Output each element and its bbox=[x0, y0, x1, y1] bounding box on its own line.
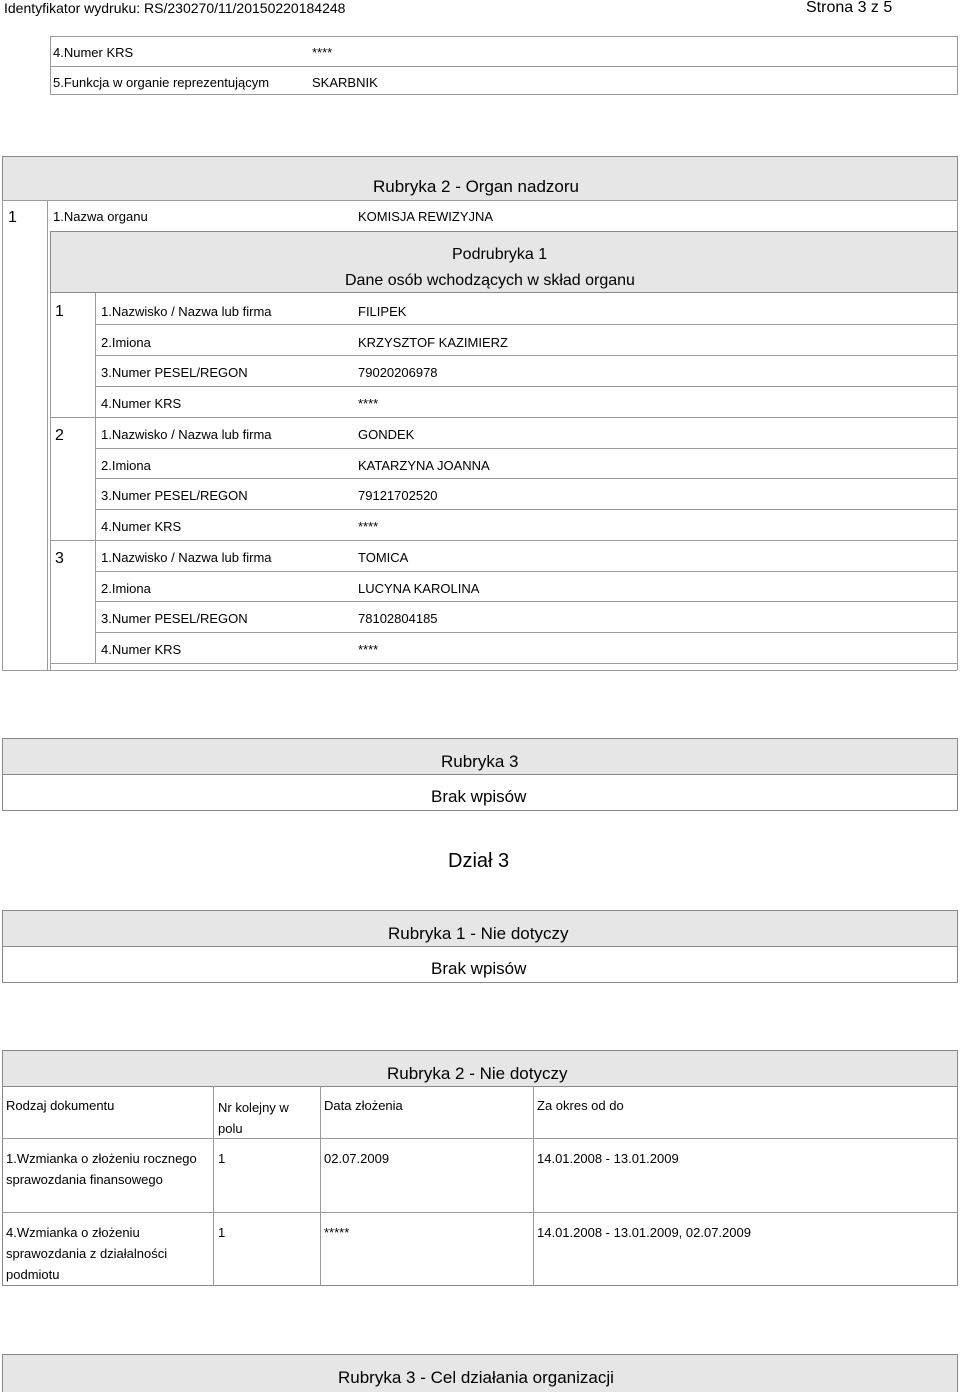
row-1-doc: 1.Wzmianka o złożeniu rocznego sprawozdania finansowego bbox=[6, 1151, 197, 1187]
person-2-index: 2 bbox=[55, 427, 64, 444]
dzial3-title: Dział 3 bbox=[448, 850, 510, 872]
row-2-nr: 1 bbox=[218, 1225, 226, 1240]
person-3-index: 3 bbox=[55, 550, 64, 567]
person-3-surname-label: 1.Nazwisko / Nazwa lub firma bbox=[101, 550, 272, 565]
person-2-surname-label: 1.Nazwisko / Nazwa lub firma bbox=[101, 427, 272, 442]
person-2-surname-value: GONDEK bbox=[358, 427, 415, 442]
row-1-period: 14.01.2008 - 13.01.2009 bbox=[537, 1151, 679, 1166]
organ-nadzoru-header bbox=[2, 156, 958, 200]
person-1-pesel-label: 3.Numer PESEL/REGON bbox=[101, 365, 248, 380]
person-1-krs-value: **** bbox=[358, 396, 379, 411]
top-row-function-value: SKARBNIK bbox=[312, 75, 378, 90]
person-3-pesel-label: 3.Numer PESEL/REGON bbox=[101, 611, 248, 626]
person-1-surname-value: FILIPEK bbox=[358, 304, 407, 319]
person-2-krs-value: **** bbox=[358, 519, 379, 534]
person-3-surname-value: TOMICA bbox=[358, 550, 409, 565]
d3-rubryka2-header bbox=[2, 1050, 958, 1087]
col-header-nr: Nr kolejny w polu bbox=[218, 1100, 289, 1136]
rubryka3-title: Rubryka 3 bbox=[441, 752, 519, 771]
person-2-pesel-label: 3.Numer PESEL/REGON bbox=[101, 488, 248, 503]
podrubryka-header bbox=[50, 231, 958, 293]
d3-rubryka3-title: Rubryka 3 - Cel działania organizacji bbox=[338, 1368, 614, 1387]
rubryka3-text: Brak wpisów bbox=[431, 787, 527, 806]
col-header-doc: Rodzaj dokumentu bbox=[6, 1098, 115, 1113]
d3-rubryka1-body bbox=[2, 946, 958, 983]
d3-rubryka2-title: Rubryka 2 - Nie dotyczy bbox=[387, 1064, 568, 1083]
top-row-krs-value: **** bbox=[312, 45, 333, 60]
rubryka3-header bbox=[2, 738, 958, 775]
person-3-names-value: LUCYNA KAROLINA bbox=[358, 581, 480, 596]
organ-index: 1 bbox=[8, 209, 17, 226]
person-1-krs-label: 4.Numer KRS bbox=[101, 396, 182, 411]
top-row-krs-label: 4.Numer KRS bbox=[53, 45, 134, 60]
d3-rubryka1-header bbox=[2, 910, 958, 947]
podrubryka-title: Podrubryka 1 bbox=[452, 246, 548, 263]
row-1-date: 02.07.2009 bbox=[324, 1151, 390, 1166]
person-3-krs-label: 4.Numer KRS bbox=[101, 642, 182, 657]
person-1-pesel-value: 79020206978 bbox=[358, 365, 438, 380]
d3-rubryka3-header bbox=[2, 1354, 958, 1392]
page-number: Strona 3 z 5 bbox=[806, 0, 893, 16]
organ-nadzoru-title: Rubryka 2 - Organ nadzoru bbox=[373, 177, 579, 196]
row-2-period: 14.01.2008 - 13.01.2009, 02.07.2009 bbox=[537, 1225, 751, 1240]
col-header-period: Za okres od do bbox=[537, 1098, 624, 1113]
d3-rubryka1-text: Brak wpisów bbox=[431, 959, 527, 978]
col-header-date: Data złożenia bbox=[324, 1098, 403, 1113]
print-identifier: Identyfikator wydruku: RS/230270/11/20150220184248 bbox=[4, 0, 346, 16]
person-2-names-label: 2.Imiona bbox=[101, 458, 151, 473]
d3-rubryka1-title: Rubryka 1 - Nie dotyczy bbox=[388, 924, 569, 943]
person-1-surname-label: 1.Nazwisko / Nazwa lub firma bbox=[101, 304, 272, 319]
person-1-names-label: 2.Imiona bbox=[101, 335, 151, 350]
top-row-function-label: 5.Funkcja w organie reprezentującym bbox=[53, 75, 270, 90]
row-2-date: ***** bbox=[324, 1225, 350, 1240]
rubryka3-body bbox=[2, 774, 958, 811]
person-2-names-value: KATARZYNA JOANNA bbox=[358, 458, 490, 473]
person-2-pesel-value: 79121702520 bbox=[358, 488, 438, 503]
person-3-names-label: 2.Imiona bbox=[101, 581, 151, 596]
podrubryka-subtitle: Dane osób wchodzących w skład organu bbox=[345, 272, 635, 289]
person-3-krs-value: **** bbox=[358, 642, 379, 657]
person-1-names-value: KRZYSZTOF KAZIMIERZ bbox=[358, 335, 508, 350]
person-3-pesel-value: 78102804185 bbox=[358, 611, 438, 626]
person-1-index: 1 bbox=[55, 303, 64, 320]
row-1-nr: 1 bbox=[218, 1151, 226, 1166]
organ-name-label: 1.Nazwa organu bbox=[53, 209, 148, 224]
organ-name-value: KOMISJA REWIZYJNA bbox=[358, 209, 494, 224]
row-2-doc: 4.Wzmianka o złożeniu sprawozdania z działalności podmiotu bbox=[6, 1225, 168, 1282]
person-2-krs-label: 4.Numer KRS bbox=[101, 519, 182, 534]
